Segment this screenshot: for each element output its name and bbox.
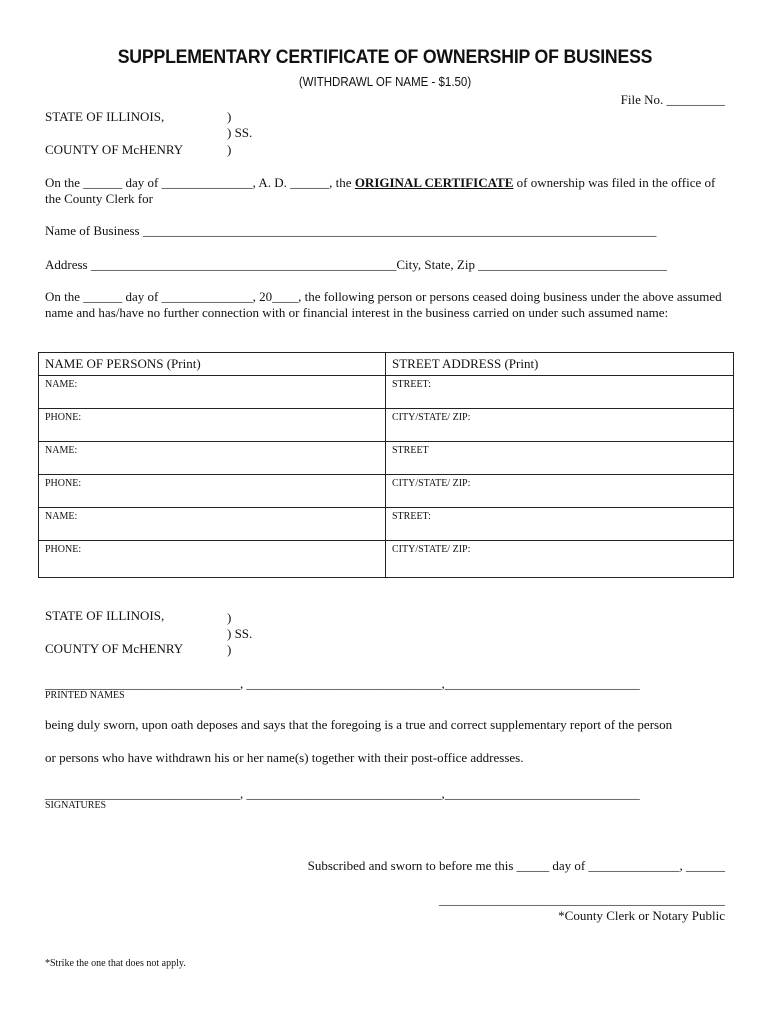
notary-title: *County Clerk or Notary Public — [558, 908, 725, 923]
venue-state: STATE OF ILLINOIS, — [45, 608, 165, 623]
table-header-row — [39, 353, 734, 376]
footnote: *Strike the one that does not apply. — [45, 958, 186, 969]
table-row — [39, 442, 734, 475]
city-state-zip-cell[interactable]: CITY/STATE/ ZIP: — [386, 409, 734, 442]
file-number-field[interactable]: File No. _________ — [620, 92, 725, 107]
venue-ss: ) SS. — [227, 626, 253, 641]
table-row — [39, 475, 734, 508]
street-cell[interactable]: STREET: — [386, 508, 734, 541]
oath-line-1: being duly sworn, upon oath deposes and says that the foregoing is a true and correct supplementary report of the person — [45, 717, 673, 732]
table-row — [39, 376, 734, 409]
notary-signature-line[interactable]: ____________________________________________ — [439, 892, 725, 907]
venue-ss: ) SS. — [227, 125, 253, 140]
venue-paren: ) — [227, 610, 232, 625]
name-cell[interactable]: NAME: — [39, 376, 386, 409]
business-name-field[interactable]: Name of Business _______________________________________________________________________________ — [45, 223, 657, 238]
ceased-statement: On the ______ day of ______________, 20____, the following person or persons ceased doing business under the above assumed name and has/have no further connection with or financial interest in the business carried on under such assumed name: — [45, 289, 722, 320]
phone-cell[interactable]: PHONE: — [39, 409, 386, 442]
original-certificate-emphasis: ORIGINAL CERTIFICATE — [354, 175, 514, 190]
persons-table — [38, 352, 734, 578]
filing-statement: On the ______ day of ______________, A. D. ______, the ORIGINAL CERTIFICATE of ownership was filed in the office of the County Clerk for — [45, 175, 716, 206]
name-cell[interactable]: NAME: — [39, 508, 386, 541]
venue-state: STATE OF ILLINOIS, — [45, 109, 165, 124]
printed-names-label: PRINTED NAMES — [45, 690, 125, 701]
name-cell[interactable]: NAME: — [39, 442, 386, 475]
printed-names-line[interactable]: ______________________________, ______________________________,______________________________ — [45, 676, 640, 691]
venue-paren: ) — [227, 142, 232, 157]
city-state-zip-cell[interactable]: CITY/STATE/ ZIP: — [386, 541, 734, 578]
table-row — [39, 409, 734, 442]
signatures-label: SIGNATURES — [45, 800, 107, 811]
venue-paren: ) — [227, 642, 232, 657]
venue-county: COUNTY OF McHENRY — [45, 142, 184, 157]
phone-cell[interactable]: PHONE: — [39, 475, 386, 508]
street-cell[interactable]: STREET — [386, 442, 734, 475]
business-address-field[interactable]: Address _______________________________________________City, State, Zip _____________________________ — [45, 257, 667, 272]
venue-county: COUNTY OF McHENRY — [45, 641, 184, 656]
venue-paren: ) — [227, 109, 232, 124]
form-title: SUPPLEMENTARY CERTIFICATE OF OWNERSHIP OF BUSINESS — [117, 47, 653, 68]
form-subtitle: (WITHDRAWL OF NAME - $1.50) — [298, 75, 472, 89]
table-row — [39, 541, 734, 578]
city-state-zip-cell[interactable]: CITY/STATE/ ZIP: — [386, 475, 734, 508]
phone-cell[interactable]: PHONE: — [39, 541, 386, 578]
subscribed-sworn-statement[interactable]: Subscribed and sworn to before me this _____ day of ______________, ______ — [307, 858, 725, 873]
table-row — [39, 508, 734, 541]
street-cell[interactable]: STREET: — [386, 376, 734, 409]
column-header-name: NAME OF PERSONS (Print) — [39, 353, 386, 376]
oath-line-2: or persons who have withdrawn his or her name(s) together with their post-office addresses. — [45, 750, 524, 765]
column-header-address: STREET ADDRESS (Print) — [386, 353, 734, 376]
signatures-line[interactable]: ______________________________, ______________________________,______________________________ — [45, 786, 640, 801]
